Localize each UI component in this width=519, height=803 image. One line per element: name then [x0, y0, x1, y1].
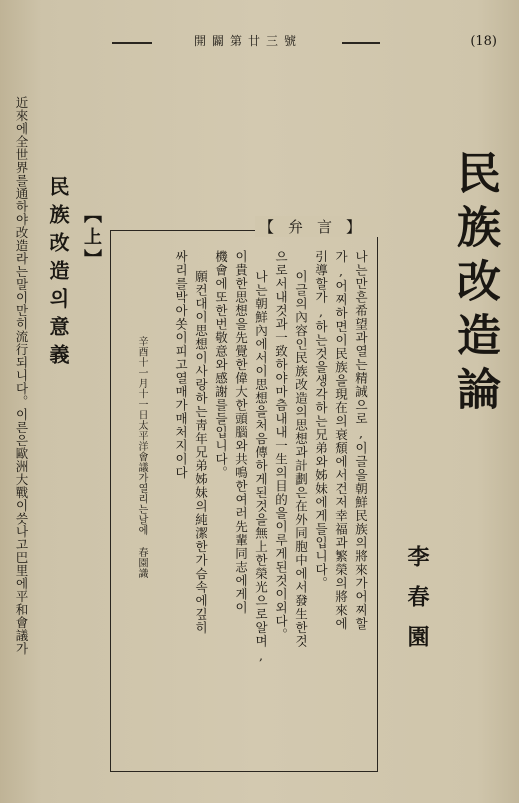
preface-date-signature: 辛酉十一月十一日太平洋會議가열리는날에 春園識 [136, 336, 147, 579]
preface-line: 이글의內容인民族改造의思想과計劃은在外同胞中에서發生한것 [293, 270, 309, 648]
preface-line: 나는朝鮮內에서이思想을처음傳하게된것을無上한榮光으로알며, [253, 270, 269, 664]
preface-heading: 【弁言】 [255, 216, 379, 237]
preface-line: 싸리를박아쏫이피고열매가매처지이다 [173, 250, 189, 480]
article-title: 民族改造論 [449, 150, 500, 420]
page-number: (18) [470, 34, 497, 49]
preface-line: 이貴한思想을先覺한偉大한頭腦와共鳴한여러先輩同志에게이 [233, 250, 249, 615]
body-text-line: 近來에全世界를通하야改造라는말이만히流行되니다。이른은歐洲大戰이씃나고巴里에平和會議가 [14, 96, 29, 655]
preface-line: 機會에또한번敬意와感謝를들입니다。 [213, 250, 229, 480]
header-rule-right [342, 42, 380, 44]
page-header [0, 30, 519, 54]
preface-line: 引導할가,하는것을생각하는兄弟와姊妹에게들입니다。 [313, 250, 329, 590]
preface-line: 으로서내것과一致하야마츰내내一生의目的을이루게된것이외다。 [273, 250, 289, 642]
preface-line: 願컨대이思想이사랑하는靑年兄弟姊妹의純潔한가슴속에깊히 [193, 270, 209, 635]
magazine-issue-title: 號三廿第闢開 [193, 34, 302, 48]
author-name: 李春園 [404, 545, 430, 665]
preface-line: 가,어찌하면이民族을現在의衰頹에서건저幸福과繁榮의將來에 [333, 250, 349, 631]
preface-line: 나는만흔希望과열는精誠으로,이글을朝鮮民族의將來가어찌할 [353, 250, 369, 631]
header-rule-left [112, 42, 152, 44]
section-title: 民族改造의意義 [46, 176, 70, 372]
section-marker: 【上】 [81, 205, 102, 271]
